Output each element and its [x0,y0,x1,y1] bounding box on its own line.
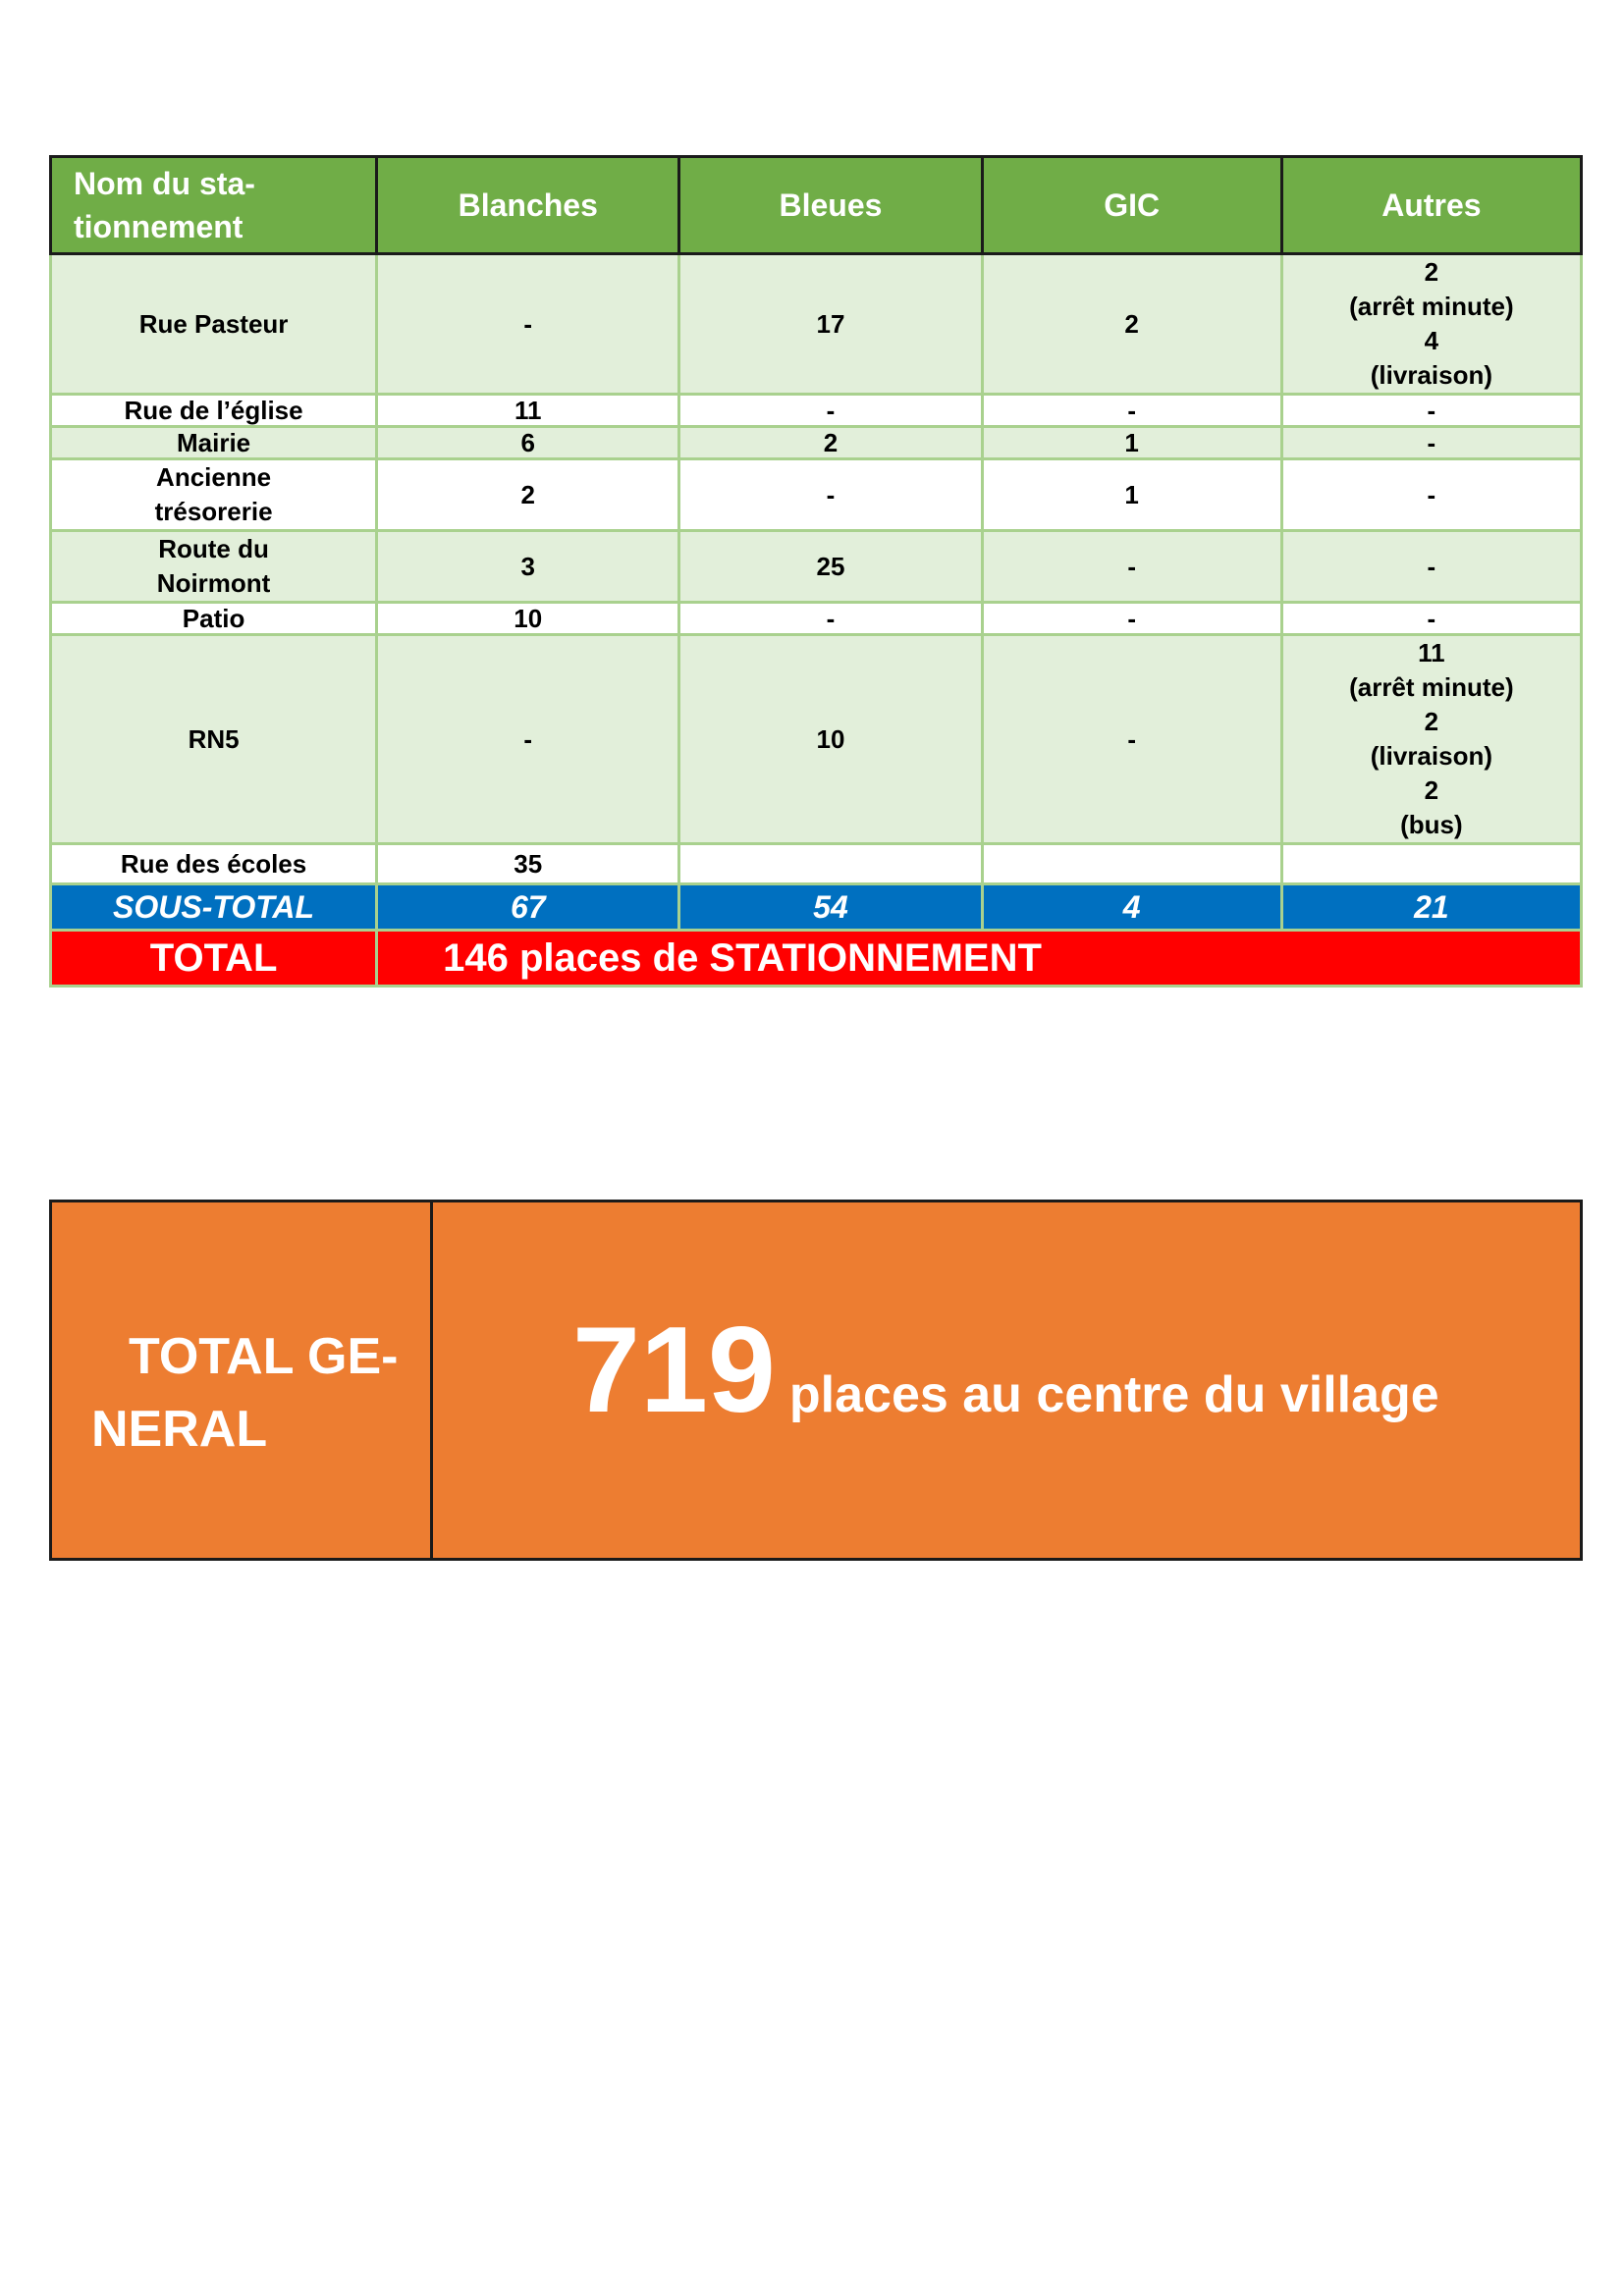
general-number: 719 [572,1303,776,1438]
header-row [51,157,1582,254]
header-gic: GIC [982,157,1281,254]
row-name: RN5 [51,635,377,844]
table-row [51,254,1582,395]
subtotal-bleues: 54 [679,884,982,931]
cell-blanches: 2 [377,459,679,531]
table-row [51,603,1582,635]
cell-gic: 2 [982,254,1281,395]
row-name: Mairie [51,427,377,459]
cell-autres: 11 (arrêt minute) 2 (livraison) 2 (bus) [1281,635,1581,844]
cell-bleues: - [679,459,982,531]
cell-autres: 2 (arrêt minute) 4 (livraison) [1281,254,1581,395]
cell-gic: 1 [982,459,1281,531]
row-name: Route du Noirmont [51,531,377,603]
parking-table [49,155,1583,988]
cell-blanches: - [377,254,679,395]
general-label-cell [52,1202,433,1558]
cell-autres: - [1281,531,1581,603]
cell-bleues: - [679,395,982,427]
table-row [51,531,1582,603]
total-row [51,931,1582,987]
general-total-box [49,1200,1583,1561]
header-bleues: Bleues [679,157,982,254]
table-row [51,635,1582,844]
table-row [51,427,1582,459]
cell-gic [982,844,1281,884]
subtotal-label: SOUS-TOTAL [51,884,377,931]
row-name: Rue Pasteur [51,254,377,395]
cell-blanches: 10 [377,603,679,635]
cell-bleues [679,844,982,884]
row-name: Rue de l’église [51,395,377,427]
cell-blanches: 11 [377,395,679,427]
subtotal-autres: 21 [1281,884,1581,931]
cell-blanches: 6 [377,427,679,459]
table-row [51,459,1582,531]
cell-bleues: 10 [679,635,982,844]
cell-gic: - [982,395,1281,427]
general-suffix: places au centre du village [788,1366,1439,1423]
cell-autres: - [1281,427,1581,459]
general-value [572,1301,1439,1440]
cell-gic: 1 [982,427,1281,459]
row-name: Patio [51,603,377,635]
row-name: Ancienne trésorerie [51,459,377,531]
table-row [51,395,1582,427]
cell-bleues: 2 [679,427,982,459]
subtotal-row [51,884,1582,931]
header-blanches: Blanches [377,157,679,254]
subtotal-blanches: 67 [377,884,679,931]
cell-bleues: - [679,603,982,635]
row-name: Rue des écoles [51,844,377,884]
cell-blanches: 3 [377,531,679,603]
cell-autres: - [1281,395,1581,427]
total-label: TOTAL [51,931,377,987]
cell-autres: - [1281,459,1581,531]
total-value: 146 places de STATIONNEMENT [377,931,1582,987]
cell-bleues: 17 [679,254,982,395]
cell-gic: - [982,603,1281,635]
cell-gic: - [982,531,1281,603]
cell-blanches: - [377,635,679,844]
table-row [51,844,1582,884]
subtotal-gic: 4 [982,884,1281,931]
cell-bleues: 25 [679,531,982,603]
cell-blanches: 35 [377,844,679,884]
general-label: TOTAL GE- NERAL [91,1328,399,1458]
cell-gic: - [982,635,1281,844]
header-autres: Autres [1281,157,1581,254]
cell-autres [1281,844,1581,884]
cell-autres: - [1281,603,1581,635]
header-name: Nom du sta- tionnement [51,157,377,254]
